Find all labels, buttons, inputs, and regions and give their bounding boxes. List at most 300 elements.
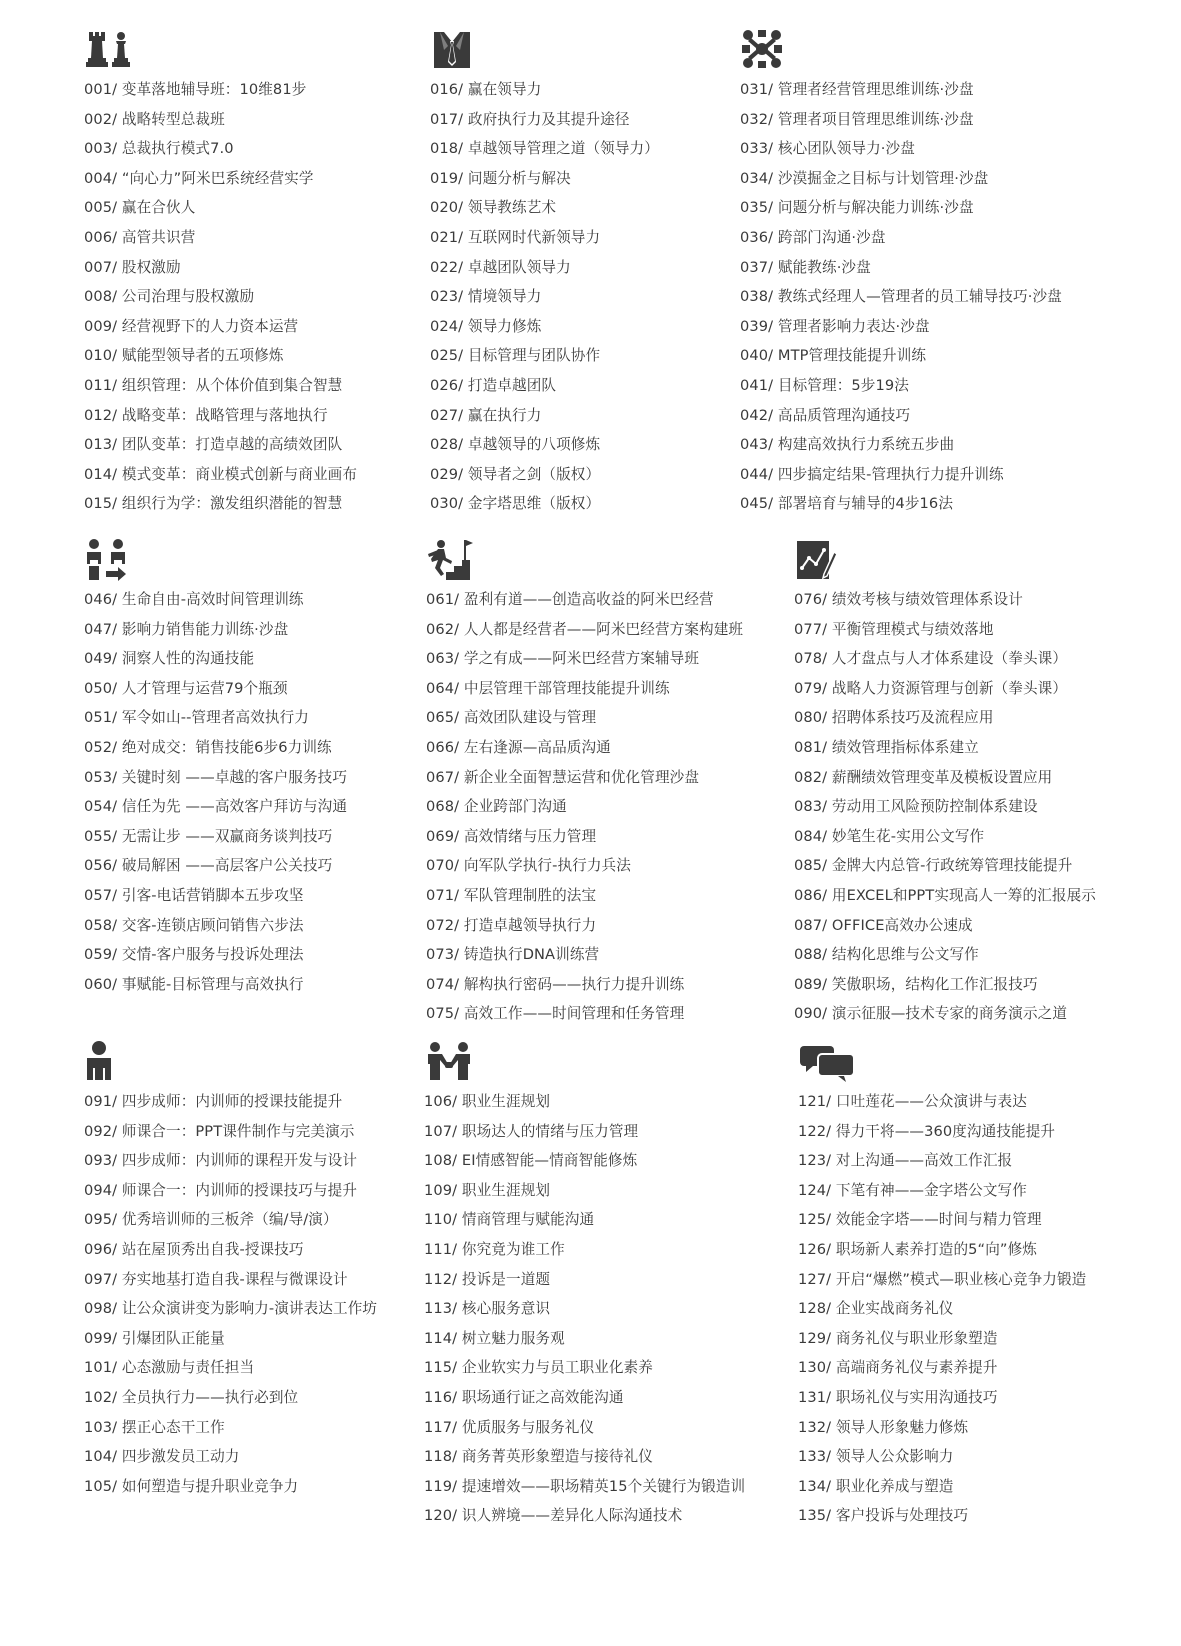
course-number: 122/ <box>798 1122 832 1140</box>
course-item <box>424 1146 804 1176</box>
course-list <box>740 75 1120 519</box>
course-item <box>798 1413 1178 1443</box>
course-title: 优秀培训师的三板斧（编/导/演） <box>121 1211 338 1229</box>
course-number: 058/ <box>84 916 118 934</box>
course-number: 043/ <box>740 436 774 454</box>
course-title: 赢在执行力 <box>467 406 542 424</box>
course-number: 117/ <box>424 1418 458 1436</box>
course-title: 生命自由-高效时间管理训练 <box>121 591 304 608</box>
course-title: 识人辨境——差异化人际沟通技术 <box>461 1507 683 1525</box>
course-title: 公司治理与股权激励 <box>121 288 255 306</box>
course-item <box>84 1205 464 1235</box>
course-item <box>84 460 464 490</box>
course-section-8 <box>424 1040 804 1531</box>
course-title: 夯实地基打造自我-课程与微课设计 <box>121 1270 348 1288</box>
course-title: 赋能型领导者的五项修炼 <box>121 347 284 365</box>
course-number: 081/ <box>794 738 828 756</box>
course-title: 问题分析与解决能力训练·沙盘 <box>777 199 974 217</box>
course-number: 039/ <box>740 317 774 335</box>
course-number: 120/ <box>424 1507 458 1525</box>
course-item <box>84 1413 464 1443</box>
course-number: 104/ <box>84 1448 118 1466</box>
course-item <box>794 763 1174 793</box>
course-item <box>84 940 464 970</box>
course-title: 赢在合伙人 <box>121 199 196 217</box>
course-section-4 <box>84 538 464 999</box>
course-title: 企业跨部门沟通 <box>463 798 567 816</box>
course-title: 领导教练艺术 <box>467 199 557 217</box>
course-item <box>424 1324 804 1354</box>
course-item <box>84 105 464 135</box>
course-item <box>426 644 806 674</box>
course-number: 045/ <box>740 495 774 513</box>
course-list <box>84 1087 464 1501</box>
course-item <box>740 312 1120 342</box>
course-item <box>798 1117 1178 1147</box>
course-number: 110/ <box>424 1211 458 1229</box>
course-number: 059/ <box>84 946 118 964</box>
course-title: 目标管理与团队协作 <box>467 347 601 365</box>
course-title: 洞察人性的沟通技能 <box>121 650 255 668</box>
climb-stairs-flag-icon <box>426 538 806 582</box>
course-number: 046/ <box>84 591 118 608</box>
course-number: 004/ <box>84 169 118 187</box>
course-number: 106/ <box>424 1093 458 1110</box>
course-number: 087/ <box>794 916 828 934</box>
course-title: 对上沟通——高效工作汇报 <box>835 1152 1013 1170</box>
course-title: 职业化养成与塑造 <box>835 1477 954 1495</box>
course-number: 029/ <box>430 465 464 483</box>
course-item <box>424 1087 804 1117</box>
speech-bubbles-icon <box>798 1040 1178 1084</box>
course-title: 问题分析与解决 <box>467 169 571 187</box>
course-number: 101/ <box>84 1359 118 1377</box>
course-title: 高品质管理沟通技巧 <box>777 406 911 424</box>
course-item <box>424 1413 804 1443</box>
course-title: 模式变革：商业模式创新与商业画布 <box>121 465 358 483</box>
course-item <box>424 1235 804 1265</box>
course-title: 领导力修炼 <box>467 317 542 335</box>
course-number: 016/ <box>430 81 464 98</box>
course-item <box>84 193 464 223</box>
course-title: 绝对成交：销售技能6步6力训练 <box>121 738 332 756</box>
course-item <box>740 430 1120 460</box>
course-number: 035/ <box>740 199 774 217</box>
course-number: 118/ <box>424 1448 458 1466</box>
course-title: 跨部门沟通·沙盘 <box>777 228 886 246</box>
course-title: 领导人公众影响力 <box>835 1448 954 1466</box>
course-number: 042/ <box>740 406 774 424</box>
course-number: 134/ <box>798 1477 832 1495</box>
course-number: 107/ <box>424 1122 458 1140</box>
course-section-6 <box>794 538 1174 1029</box>
team-circle-icon <box>740 28 1120 72</box>
course-item <box>84 703 464 733</box>
course-item <box>794 733 1174 763</box>
course-title: 用EXCEL和PPT实现高人一筹的汇报展示 <box>831 886 1096 904</box>
course-title: 盈利有道——创造高收益的阿米巴经营 <box>463 591 714 608</box>
course-item <box>84 341 464 371</box>
course-item <box>424 1117 804 1147</box>
course-item <box>798 1294 1178 1324</box>
course-title: 关键时刻 ——卓越的客户服务技巧 <box>121 768 348 786</box>
course-title: 打造卓越领导执行力 <box>463 916 597 934</box>
course-number: 062/ <box>426 620 460 638</box>
course-title: 四步搞定结果-管理执行力提升训练 <box>777 465 1004 483</box>
course-title: 劳动用工风险预防控制体系建设 <box>831 798 1038 816</box>
course-title: 破局解困 ——高层客户公关技巧 <box>121 857 333 875</box>
course-title: 管理者影响力表达·沙盘 <box>777 317 930 335</box>
course-number: 092/ <box>84 1122 118 1140</box>
course-title: 下笔有神——金字塔公文写作 <box>835 1181 1027 1199</box>
course-number: 003/ <box>84 140 118 158</box>
course-number: 094/ <box>84 1181 118 1199</box>
course-title: 全员执行力——执行必到位 <box>121 1388 299 1406</box>
course-title: 高效工作——时间管理和任务管理 <box>463 1005 685 1023</box>
course-title: 左右逢源—高品质沟通 <box>463 738 611 756</box>
course-item <box>740 223 1120 253</box>
course-number: 031/ <box>740 81 774 98</box>
course-item <box>798 1472 1178 1502</box>
course-number: 116/ <box>424 1388 458 1406</box>
course-title: 引客-电话营销脚本五步攻坚 <box>121 886 304 904</box>
course-number: 049/ <box>84 650 118 668</box>
course-item <box>426 703 806 733</box>
course-item <box>426 911 806 941</box>
course-number: 037/ <box>740 258 774 276</box>
course-title: 开启“爆燃”模式—职业核心竞争力锻造 <box>835 1270 1087 1288</box>
course-title: 商务礼仪与职业形象塑造 <box>835 1329 998 1347</box>
course-title: 军令如山--管理者高效执行力 <box>121 709 309 727</box>
course-item <box>426 585 806 615</box>
course-item <box>84 223 464 253</box>
course-item <box>84 1472 464 1502</box>
course-number: 085/ <box>794 857 828 875</box>
course-number: 095/ <box>84 1211 118 1229</box>
course-title: EI情感智能—情商智能修炼 <box>461 1152 638 1170</box>
course-item <box>84 585 464 615</box>
course-number: 091/ <box>84 1093 118 1110</box>
course-title: 部署培育与辅导的4步16法 <box>777 495 954 513</box>
course-number: 040/ <box>740 347 774 365</box>
course-title: 情境领导力 <box>467 288 542 306</box>
course-item <box>84 282 464 312</box>
course-title: OFFICE高效办公速成 <box>831 916 973 934</box>
course-item <box>426 881 806 911</box>
course-title: 口吐莲花——公众演讲与表达 <box>835 1093 1027 1110</box>
course-list <box>798 1087 1178 1531</box>
course-number: 056/ <box>84 857 118 875</box>
course-title: 高管共识营 <box>121 228 196 246</box>
course-title: 商务菁英形象塑造与接待礼仪 <box>461 1448 653 1466</box>
course-number: 090/ <box>794 1005 828 1023</box>
course-list <box>794 585 1174 1029</box>
course-number: 083/ <box>794 798 828 816</box>
course-number: 034/ <box>740 169 774 187</box>
course-number: 028/ <box>430 436 464 454</box>
course-number: 074/ <box>426 975 460 993</box>
course-section-5 <box>426 538 806 1029</box>
course-title: 领导人形象魅力修炼 <box>835 1418 969 1436</box>
course-number: 023/ <box>430 288 464 306</box>
course-title: 让公众演讲变为影响力-演讲表达工作坊 <box>121 1300 378 1318</box>
course-item <box>794 644 1174 674</box>
course-item <box>798 1324 1178 1354</box>
course-title: 四步成师：内训师的授课技能提升 <box>121 1093 343 1110</box>
course-item <box>84 1265 464 1295</box>
course-title: 赋能教练·沙盘 <box>777 258 871 276</box>
course-item <box>798 1383 1178 1413</box>
course-title: 四步成师：内训师的课程开发与设计 <box>121 1152 358 1170</box>
course-number: 068/ <box>426 798 460 816</box>
course-number: 126/ <box>798 1240 832 1258</box>
course-number: 114/ <box>424 1329 458 1347</box>
course-item <box>426 674 806 704</box>
course-number: 025/ <box>430 347 464 365</box>
course-item <box>424 1442 804 1472</box>
course-number: 125/ <box>798 1211 832 1229</box>
course-number: 135/ <box>798 1507 832 1525</box>
course-item <box>740 164 1120 194</box>
course-item <box>84 1442 464 1472</box>
course-item <box>740 489 1120 519</box>
course-title: 交客-连锁店顾问销售六步法 <box>121 916 304 934</box>
course-title: 战略转型总裁班 <box>121 110 225 128</box>
course-number: 088/ <box>794 946 828 964</box>
course-title: 优质服务与服务礼仪 <box>461 1418 595 1436</box>
course-item <box>84 1353 464 1383</box>
course-item <box>424 1205 804 1235</box>
course-item <box>794 940 1174 970</box>
course-number: 044/ <box>740 465 774 483</box>
course-number: 008/ <box>84 288 118 306</box>
course-number: 064/ <box>426 679 460 697</box>
course-number: 054/ <box>84 798 118 816</box>
course-item <box>84 134 464 164</box>
course-item <box>84 401 464 431</box>
course-list <box>424 1087 804 1531</box>
course-number: 063/ <box>426 650 460 668</box>
course-title: 提速增效——职场精英15个关键行为锻造训 <box>461 1477 746 1495</box>
handshake-people-icon <box>424 1040 804 1084</box>
course-title: 客户投诉与处理技巧 <box>835 1507 969 1525</box>
course-item <box>794 822 1174 852</box>
course-title: 妙笔生花-实用公文写作 <box>831 827 985 845</box>
course-item <box>798 1176 1178 1206</box>
course-item <box>740 401 1120 431</box>
course-number: 026/ <box>430 376 464 394</box>
course-section-7 <box>84 1040 464 1501</box>
course-number: 072/ <box>426 916 460 934</box>
course-number: 111/ <box>424 1240 458 1258</box>
course-number: 009/ <box>84 317 118 335</box>
course-item <box>426 615 806 645</box>
course-title: “向心力”阿米巴系统经营实学 <box>121 169 314 187</box>
course-number: 093/ <box>84 1152 118 1170</box>
course-title: 树立魅力服务观 <box>461 1329 565 1347</box>
course-title: 沙漠掘金之目标与计划管理·沙盘 <box>777 169 989 187</box>
course-title: 管理者项目管理思维训练·沙盘 <box>777 110 974 128</box>
course-number: 066/ <box>426 738 460 756</box>
course-number: 103/ <box>84 1418 118 1436</box>
course-title: 事赋能-目标管理与高效执行 <box>121 975 304 993</box>
course-number: 108/ <box>424 1152 458 1170</box>
course-section-1 <box>84 28 464 519</box>
course-item <box>794 970 1174 1000</box>
course-title: 企业软实力与员工职业化素养 <box>461 1359 653 1377</box>
chess-pieces-icon <box>84 28 464 72</box>
course-number: 007/ <box>84 258 118 276</box>
course-number: 032/ <box>740 110 774 128</box>
course-number: 112/ <box>424 1270 458 1288</box>
course-item <box>798 1235 1178 1265</box>
course-title: 职场新人素养打造的5“向”修炼 <box>835 1240 1037 1258</box>
course-item <box>424 1265 804 1295</box>
course-number: 069/ <box>426 827 460 845</box>
course-title: 领导者之剑（版权） <box>467 465 601 483</box>
course-number: 006/ <box>84 228 118 246</box>
course-number: 077/ <box>794 620 828 638</box>
course-number: 011/ <box>84 376 118 394</box>
course-title: 信任为先 ——高效客户拜访与沟通 <box>121 798 348 816</box>
course-title: 新企业全面智慧运营和优化管理沙盘 <box>463 768 700 786</box>
people-transfer-icon <box>84 538 464 582</box>
course-title: 引爆团队正能量 <box>121 1329 225 1347</box>
course-item <box>84 822 464 852</box>
course-number: 113/ <box>424 1300 458 1318</box>
course-title: 师课合一：PPT课件制作与完美演示 <box>121 1122 355 1140</box>
course-item <box>84 1324 464 1354</box>
course-number: 019/ <box>430 169 464 187</box>
course-number: 033/ <box>740 140 774 158</box>
course-item <box>794 674 1174 704</box>
course-item <box>424 1294 804 1324</box>
course-item <box>84 253 464 283</box>
course-title: 军队管理制胜的法宝 <box>463 886 597 904</box>
course-number: 082/ <box>794 768 828 786</box>
course-title: 摆正心态干工作 <box>121 1418 225 1436</box>
course-number: 124/ <box>798 1181 832 1199</box>
course-number: 050/ <box>84 679 118 697</box>
course-title: 金牌大内总管-行政统筹管理技能提升 <box>831 857 1073 875</box>
course-item <box>426 733 806 763</box>
course-item <box>740 253 1120 283</box>
course-number: 128/ <box>798 1300 832 1318</box>
course-title: 卓越领导的八项修炼 <box>467 436 601 454</box>
course-title: 中层管理干部管理技能提升训练 <box>463 679 670 697</box>
course-item <box>740 75 1120 105</box>
course-item <box>84 792 464 822</box>
course-item <box>740 341 1120 371</box>
course-number: 073/ <box>426 946 460 964</box>
course-number: 115/ <box>424 1359 458 1377</box>
course-title: 金字塔思维（版权） <box>467 495 601 513</box>
course-title: 赢在领导力 <box>467 81 542 98</box>
course-item <box>84 763 464 793</box>
course-number: 041/ <box>740 376 774 394</box>
course-number: 078/ <box>794 650 828 668</box>
course-title: 职场通行证之高效能沟通 <box>461 1388 624 1406</box>
course-title: 职场礼仪与实用沟通技巧 <box>835 1388 998 1406</box>
course-title: 交情-客户服务与投诉处理法 <box>121 946 304 964</box>
course-item <box>794 615 1174 645</box>
course-number: 002/ <box>84 110 118 128</box>
course-title: 人才管理与运营79个瓶颈 <box>121 679 288 697</box>
course-number: 027/ <box>430 406 464 424</box>
course-title: 打造卓越团队 <box>467 376 557 394</box>
course-number: 030/ <box>430 495 464 513</box>
course-number: 065/ <box>426 709 460 727</box>
course-item <box>798 1501 1178 1531</box>
course-item <box>798 1442 1178 1472</box>
course-item <box>740 371 1120 401</box>
course-item <box>740 460 1120 490</box>
course-title: 核心服务意识 <box>461 1300 551 1318</box>
course-number: 017/ <box>430 110 464 128</box>
course-item <box>424 1383 804 1413</box>
course-item <box>84 733 464 763</box>
course-title: 管理者经营管理思维训练·沙盘 <box>777 81 974 98</box>
course-item <box>798 1087 1178 1117</box>
course-title: 股权激励 <box>121 258 181 276</box>
course-item <box>84 430 464 460</box>
course-item <box>84 1176 464 1206</box>
course-title: 铸造执行DNA训练营 <box>463 946 600 964</box>
course-title: 绩效管理指标体系建立 <box>831 738 979 756</box>
course-title: MTP管理技能提升训练 <box>777 347 927 365</box>
course-number: 096/ <box>84 1240 118 1258</box>
course-item <box>84 644 464 674</box>
course-title: 职场达人的情绪与压力管理 <box>461 1122 639 1140</box>
course-item <box>84 911 464 941</box>
course-title: 职业生涯规划 <box>461 1093 551 1110</box>
course-item <box>426 970 806 1000</box>
course-title: 企业实战商务礼仪 <box>835 1300 954 1318</box>
course-item <box>794 911 1174 941</box>
course-number: 060/ <box>84 975 118 993</box>
course-number: 097/ <box>84 1270 118 1288</box>
course-item <box>426 792 806 822</box>
course-item <box>794 703 1174 733</box>
course-number: 038/ <box>740 288 774 306</box>
course-title: 职业生涯规划 <box>461 1181 551 1199</box>
course-item <box>84 881 464 911</box>
course-number: 129/ <box>798 1329 832 1347</box>
course-item <box>740 193 1120 223</box>
course-number: 127/ <box>798 1270 832 1288</box>
course-item <box>84 371 464 401</box>
course-list <box>426 585 806 1029</box>
course-title: 影响力销售能力训练·沙盘 <box>121 620 289 638</box>
course-item <box>84 1235 464 1265</box>
course-item <box>84 164 464 194</box>
course-title: 如何塑造与提升职业竞争力 <box>121 1477 299 1495</box>
course-title: 招聘体系技巧及流程应用 <box>831 709 994 727</box>
course-title: 投诉是一道题 <box>461 1270 551 1288</box>
course-number: 053/ <box>84 768 118 786</box>
course-item <box>794 881 1174 911</box>
course-number: 079/ <box>794 679 828 697</box>
course-number: 067/ <box>426 768 460 786</box>
course-number: 013/ <box>84 436 118 454</box>
course-section-9 <box>798 1040 1178 1531</box>
course-item <box>798 1146 1178 1176</box>
course-number: 080/ <box>794 709 828 727</box>
course-title: 学之有成——阿米巴经营方案辅导班 <box>463 650 700 668</box>
course-number: 102/ <box>84 1388 118 1406</box>
course-title: 四步激发员工动力 <box>121 1448 240 1466</box>
course-number: 089/ <box>794 975 828 993</box>
